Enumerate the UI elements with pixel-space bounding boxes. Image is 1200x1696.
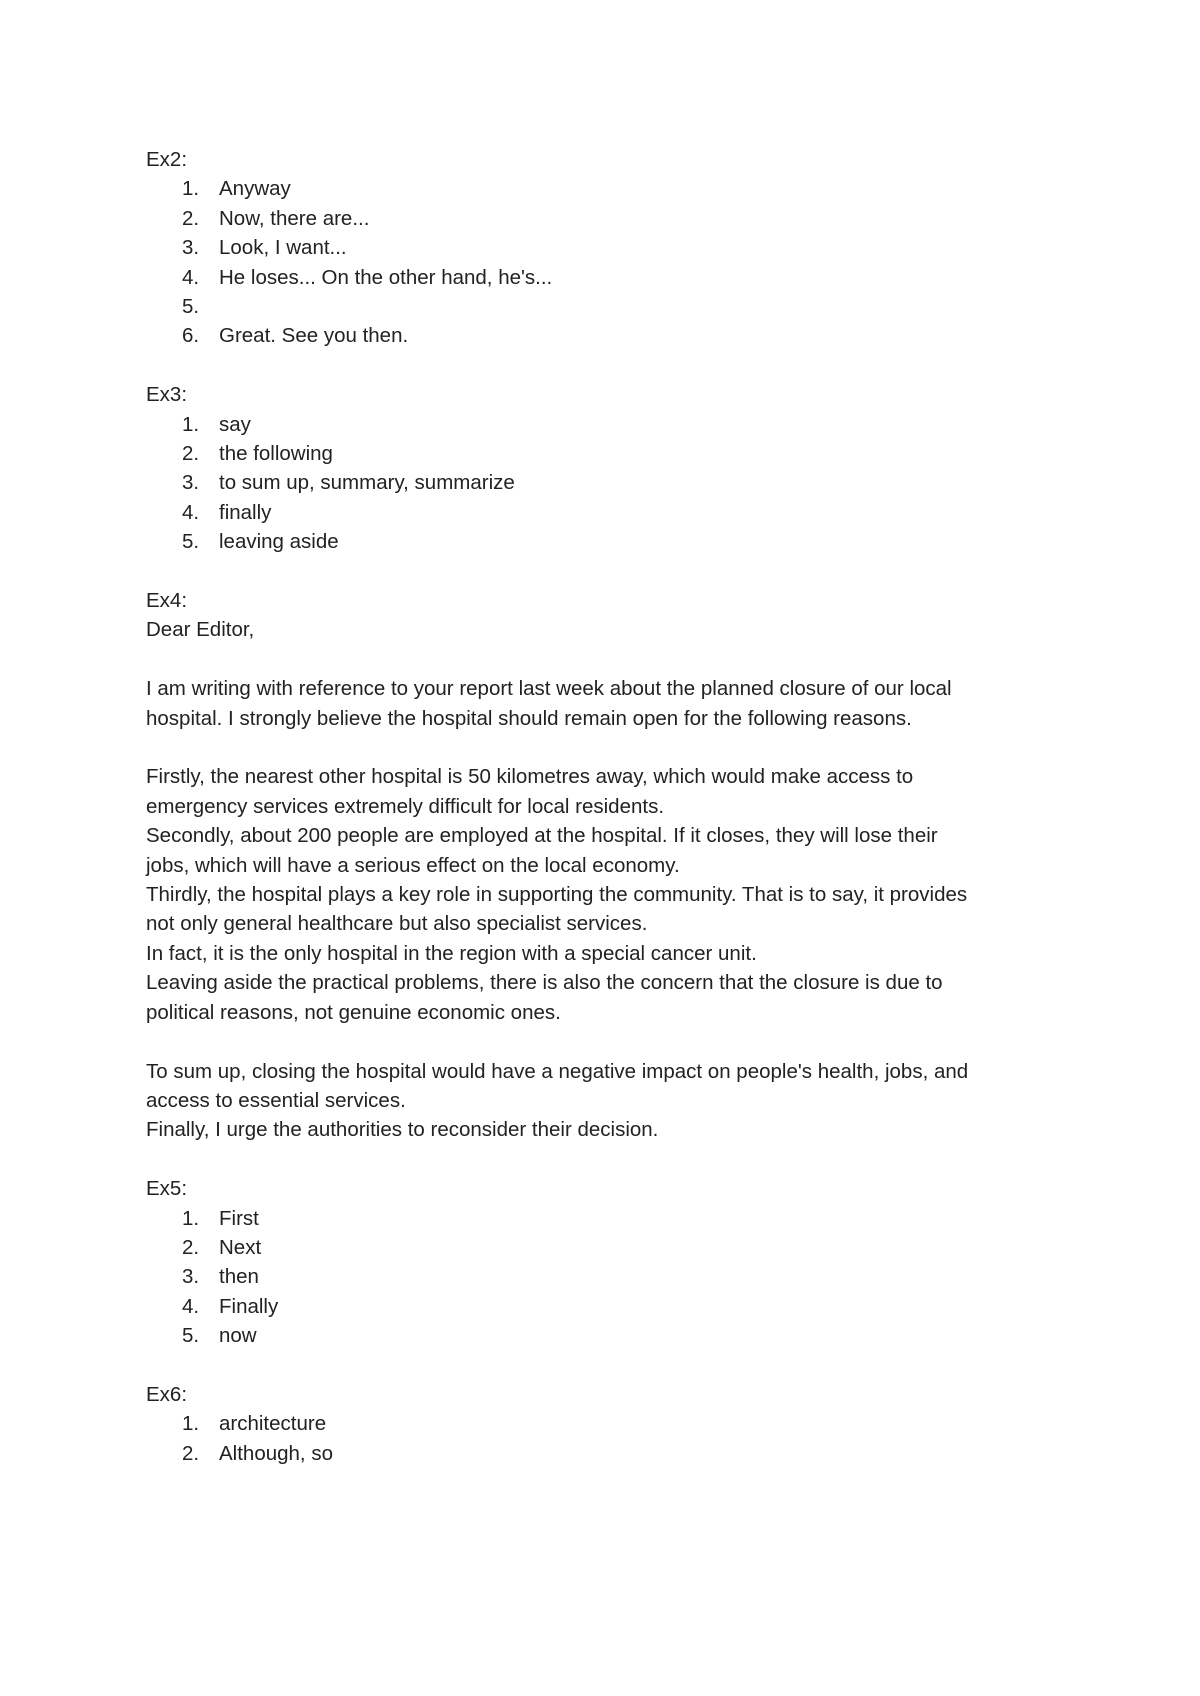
spacer [146,1145,1066,1174]
letter-line: access to essential services. [146,1088,406,1112]
list-text: finally [219,500,272,524]
list-item [146,1204,1066,1233]
list-item [146,439,1066,468]
list-item [146,527,1066,556]
spacer [146,351,1066,380]
list-item [146,468,1066,497]
list-text: then [219,1265,259,1289]
exercise-3 [146,380,1066,556]
list-number: 4. [182,1294,200,1318]
exercise-heading: Ex6: [146,1382,188,1406]
list-item [146,1439,1066,1468]
list-text: Anyway [219,177,291,201]
spacer [146,557,1066,586]
letter-conclusion [146,1057,1066,1145]
letter-line: not only general healthcare but also specialist services. [146,912,648,936]
list-number: 4. [182,265,200,289]
list-number: 4. [182,500,200,524]
list-text: First [219,1206,259,1230]
list-item [146,410,1066,439]
letter-line: In fact, it is the only hospital in the region with a special cancer unit. [146,941,757,965]
letter-line: emergency services extremely difficult for local residents. [146,794,665,818]
list-number: 2. [182,206,200,230]
list-item [146,1262,1066,1291]
exercise-5 [146,1174,1066,1350]
list-text: Now, there are... [219,206,370,230]
list-number: 2. [182,1441,200,1465]
list-number: 2. [182,1235,200,1259]
exercise-4 [146,586,1066,1145]
list-item [146,1233,1066,1262]
list-number: 5. [182,1324,200,1348]
letter-line: Thirdly, the hospital plays a key role in supporting the community. That is to say, it provides [146,883,968,907]
list-text: Although, so [219,1441,333,1465]
spacer [146,733,1066,762]
letter-line: Leaving aside the practical problems, there is also the concern that the closure is due to [146,971,943,995]
exercise-heading: Ex4: [146,589,188,613]
list-text: Great. See you then. [219,324,409,348]
list-number: 6. [182,324,200,348]
exercise-heading: Ex5: [146,1177,188,1201]
letter-line: Secondly, about 200 people are employed at the hospital. If it closes, they will lose their [146,824,938,848]
letter-line: jobs, which will have a serious effect on the local economy. [146,853,680,877]
spacer [146,1351,1066,1380]
list-text: Next [219,1235,262,1259]
letter-line: To sum up, closing the hospital would have a negative impact on people's health, jobs, and [146,1059,969,1083]
list-number: 2. [182,442,200,466]
list-item [146,321,1066,350]
list-item [146,1321,1066,1350]
letter-line: political reasons, not genuine economic ones. [146,1000,561,1024]
exercise-2 [146,145,1066,351]
list-text: now [219,1324,257,1348]
list-text: Look, I want... [219,236,347,260]
list-item [146,174,1066,203]
list-text: to sum up, summary, summarize [219,471,515,495]
list-number: 5. [182,530,200,554]
exercise-heading: Ex3: [146,383,188,407]
list-item [146,1292,1066,1321]
letter-line: Finally, I urge the authorities to reconsider their decision. [146,1118,659,1142]
letter-line: I am writing with reference to your report last week about the planned closure of our local [146,677,952,701]
list-number: 3. [182,1265,200,1289]
exercise-heading: Ex2: [146,148,188,171]
list-number: 1. [182,177,200,201]
letter-salutation: Dear Editor, [146,618,255,642]
list-text: He loses... On the other hand, he's... [219,265,553,289]
answer-list [146,174,1066,350]
list-number: 3. [182,471,200,495]
document-page [146,145,1066,1468]
spacer [146,645,1066,674]
list-item [146,204,1066,233]
answer-list [146,1409,1066,1468]
list-item [146,1409,1066,1438]
list-number: 1. [182,1206,200,1230]
list-number: 5. [182,295,200,319]
letter-intro [146,674,1066,733]
exercise-6 [146,1380,1066,1468]
list-number: 3. [182,236,200,260]
list-number: 1. [182,1412,200,1436]
answer-list [146,410,1066,557]
list-text: leaving aside [219,530,339,554]
list-text: the following [219,442,333,466]
list-item [146,498,1066,527]
answer-list [146,1204,1066,1351]
list-text: say [219,412,251,436]
letter-line: Firstly, the nearest other hospital is 50 kilometres away, which would make access to [146,765,914,789]
spacer [146,1027,1066,1056]
list-number: 1. [182,412,200,436]
list-item [146,263,1066,292]
list-item [146,233,1066,262]
letter-line: hospital. I strongly believe the hospital should remain open for the following reasons. [146,706,912,730]
letter-body [146,762,1066,1027]
list-item [146,292,1066,321]
list-text: Finally [219,1294,279,1318]
list-text: architecture [219,1412,327,1436]
